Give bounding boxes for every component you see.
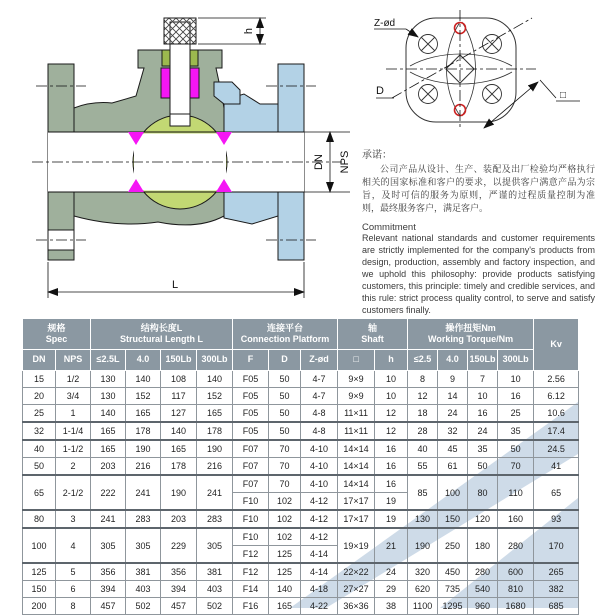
table-cell: 356: [91, 563, 126, 581]
group-label-zh: 规格: [47, 322, 66, 333]
column-header: 300Lb: [197, 350, 233, 371]
table-cell: F10: [233, 528, 269, 546]
group-label-en: Working Torque/Nm: [427, 334, 514, 344]
table-cell: 165: [91, 422, 126, 440]
table-cell: 735: [438, 581, 468, 598]
table-cell: 25: [498, 405, 534, 423]
table-cell: 85: [408, 475, 438, 510]
table-cell: 55: [408, 458, 438, 476]
table-cell: 7: [468, 371, 498, 388]
table-cell: F05: [233, 388, 269, 405]
table-cell: 25: [23, 405, 56, 423]
table-cell: 35: [468, 440, 498, 458]
table-cell: 35: [498, 422, 534, 440]
table-cell: 19×19: [338, 528, 375, 563]
table-cell: F07: [233, 440, 269, 458]
table-cell: 100: [23, 528, 56, 563]
table-cell: 203: [91, 458, 126, 476]
table-cell: 102: [269, 528, 301, 546]
table-cell: 250: [438, 528, 468, 563]
table-cell: 130: [408, 510, 438, 528]
table-cell: 24: [375, 563, 408, 581]
table-cell: 36×36: [338, 598, 375, 615]
table-cell: 165: [269, 598, 301, 615]
table-cell: 190: [408, 528, 438, 563]
table-cell: 180: [468, 528, 498, 563]
column-header: 4.0: [126, 350, 161, 371]
table-cell: 2.56: [534, 371, 579, 388]
table-cell: 1: [56, 405, 91, 423]
table-cell: 394: [161, 581, 197, 598]
table-cell: 450: [438, 563, 468, 581]
table-cell: 50: [269, 371, 301, 388]
table-cell: 305: [197, 528, 233, 563]
column-header: ≤2.5: [408, 350, 438, 371]
table-cell: 216: [126, 458, 161, 476]
column-group-header: [338, 319, 408, 350]
table-cell: 4-10: [301, 440, 338, 458]
table-cell: 28: [408, 422, 438, 440]
table-cell: 70: [269, 440, 301, 458]
table-cell: 38: [375, 598, 408, 615]
table-cell: F12: [233, 563, 269, 581]
table-cell: 502: [197, 598, 233, 615]
table-row: [23, 405, 579, 423]
table-cell: F10: [233, 493, 269, 511]
table-cell: 502: [126, 598, 161, 615]
spec-table: [22, 318, 579, 615]
table-cell: 4: [56, 528, 91, 563]
table-cell: F16: [233, 598, 269, 615]
table-cell: 61: [438, 458, 468, 476]
table-cell: 810: [498, 581, 534, 598]
table-row: [23, 388, 579, 405]
table-cell: 127: [161, 405, 197, 423]
table-row: [23, 475, 579, 493]
table-cell: 125: [23, 563, 56, 581]
column-header: Z-ød: [301, 350, 338, 371]
table-cell: 65: [23, 475, 56, 510]
table-cell: 14×14: [338, 440, 375, 458]
table-row: [23, 581, 579, 598]
table-cell: 10: [375, 371, 408, 388]
table-cell: 178: [161, 458, 197, 476]
group-label-en: Spec: [45, 334, 68, 344]
table-cell: 600: [498, 563, 534, 581]
table-cell: 152: [197, 388, 233, 405]
column-header: NPS: [56, 350, 91, 371]
stem-packing-right: [190, 68, 199, 98]
table-cell: 1-1/2: [56, 440, 91, 458]
column-header: F: [233, 350, 269, 371]
table-cell: 18: [408, 405, 438, 423]
table-cell: 9×9: [338, 371, 375, 388]
table-cell: 70: [269, 475, 301, 493]
table-cell: 70: [269, 458, 301, 476]
dim-label-nps: NPS: [339, 150, 351, 174]
table-cell: 120: [468, 510, 498, 528]
column-header: 300Lb: [498, 350, 534, 371]
dimension-h: [198, 18, 266, 44]
group-label-zh: 操作扭矩Nm: [445, 322, 496, 333]
label-z-od-group: [374, 18, 418, 37]
table-cell: 130: [91, 388, 126, 405]
table-cell: 20: [23, 388, 56, 405]
table-row: [23, 458, 579, 476]
table-cell: 160: [498, 510, 534, 528]
table-cell: 356: [161, 563, 197, 581]
table-row: [23, 598, 579, 615]
table-cell: 32: [438, 422, 468, 440]
table-row: [23, 510, 579, 528]
table-cell: 457: [161, 598, 197, 615]
table-cell: 394: [91, 581, 126, 598]
stem-packing-left: [161, 68, 170, 98]
table-cell: 17.4: [534, 422, 579, 440]
table-cell: 14×14: [338, 458, 375, 476]
group-label-en: Structural Length L: [120, 334, 204, 344]
column-header: ≤2.5L: [91, 350, 126, 371]
table-cell: 190: [161, 475, 197, 510]
header-sub-row: [23, 350, 579, 371]
dimension-l: [48, 262, 304, 298]
table-cell: 1295: [438, 598, 468, 615]
table-cell: 4-12: [301, 510, 338, 528]
table-cell: 12: [375, 405, 408, 423]
table-cell: 19: [375, 493, 408, 511]
column-header: □: [338, 350, 375, 371]
table-cell: 24: [468, 422, 498, 440]
table-cell: 17×17: [338, 493, 375, 511]
header-group-row: [23, 319, 579, 350]
table-cell: 1/2: [56, 371, 91, 388]
label-square: □: [560, 90, 567, 101]
table-cell: 140: [91, 405, 126, 423]
table-cell: 102: [269, 493, 301, 511]
table-cell: 283: [197, 510, 233, 528]
table-cell: 229: [161, 528, 197, 563]
group-label-en: Connection Platform: [240, 334, 330, 344]
dim-label-h: h: [243, 27, 255, 35]
table-cell: 2-1/2: [56, 475, 91, 510]
label-d-group: [376, 85, 394, 98]
table-cell: 241: [126, 475, 161, 510]
spec-table-body: [23, 371, 579, 615]
table-cell: 540: [468, 581, 498, 598]
dim-label-dn: DN: [313, 154, 325, 170]
table-cell: 4-8: [301, 422, 338, 440]
group-label-zh: 轴: [368, 322, 378, 333]
table-cell: 222: [91, 475, 126, 510]
commitment-block: [362, 146, 595, 317]
table-cell: F07: [233, 458, 269, 476]
flange-centerlines: [386, 10, 536, 128]
column-header: h: [375, 350, 408, 371]
column-header: D: [269, 350, 301, 371]
table-cell: F05: [233, 405, 269, 423]
table-cell: 11×11: [338, 405, 375, 423]
table-cell: 10: [468, 388, 498, 405]
table-cell: 32: [23, 422, 56, 440]
column-group-header: [233, 319, 338, 350]
table-cell: 11×11: [338, 422, 375, 440]
table-cell: 165: [197, 405, 233, 423]
table-cell: 1100: [408, 598, 438, 615]
column-group-header: [91, 319, 233, 350]
table-cell: 960: [468, 598, 498, 615]
stem-top-hatch: [164, 18, 196, 44]
table-cell: 4-22: [301, 598, 338, 615]
table-cell: 50: [269, 422, 301, 440]
table-cell: 1-1/4: [56, 422, 91, 440]
table-cell: 178: [126, 422, 161, 440]
table-cell: 4-18: [301, 581, 338, 598]
table-cell: 1680: [498, 598, 534, 615]
table-cell: 685: [534, 598, 579, 615]
table-cell: 381: [197, 563, 233, 581]
bolt-circle-diagonal: [392, 18, 532, 98]
table-cell: 280: [468, 563, 498, 581]
table-cell: 16: [468, 405, 498, 423]
table-cell: 80: [23, 510, 56, 528]
mounting-flange-drawing: [372, 6, 594, 146]
table-cell: 150: [438, 510, 468, 528]
table-cell: 21: [375, 528, 408, 563]
table-cell: 29: [375, 581, 408, 598]
dim-label-l: L: [172, 279, 179, 291]
commitment-zh-title: 承诺：: [362, 150, 392, 161]
table-cell: 4-8: [301, 405, 338, 423]
table-row: [23, 440, 579, 458]
table-cell: 382: [534, 581, 579, 598]
table-cell: 10: [375, 388, 408, 405]
table-cell: 165: [91, 440, 126, 458]
table-cell: 280: [498, 528, 534, 563]
table-cell: 150: [23, 581, 56, 598]
table-row: [23, 422, 579, 440]
table-cell: 50: [269, 388, 301, 405]
group-label-zh: 结构长度L: [140, 322, 183, 333]
table-cell: 22×22: [338, 563, 375, 581]
table-cell: 50: [498, 440, 534, 458]
table-cell: 50: [23, 458, 56, 476]
kv-header: Kv: [534, 319, 579, 371]
table-cell: 403: [126, 581, 161, 598]
table-cell: 4-14: [301, 546, 338, 564]
table-cell: F05: [233, 422, 269, 440]
table-cell: 457: [91, 598, 126, 615]
table-cell: 2: [56, 458, 91, 476]
table-cell: 27×27: [338, 581, 375, 598]
column-group-header: [23, 319, 91, 350]
table-cell: 8: [56, 598, 91, 615]
table-cell: 3: [56, 510, 91, 528]
table-cell: 125: [269, 546, 301, 564]
table-cell: 41: [534, 458, 579, 476]
table-cell: 4-7: [301, 388, 338, 405]
table-cell: 40: [408, 440, 438, 458]
table-cell: 12: [375, 422, 408, 440]
table-cell: 190: [197, 440, 233, 458]
table-cell: 100: [438, 475, 468, 510]
table-cell: 102: [269, 510, 301, 528]
table-cell: 130: [91, 371, 126, 388]
table-cell: 6: [56, 581, 91, 598]
table-cell: 4-10: [301, 458, 338, 476]
table-cell: F10: [233, 510, 269, 528]
table-cell: 45: [438, 440, 468, 458]
commitment-zh-body: 公司产品从设计、生产、装配及出厂检验均严格执行相关的国家标准和客户的要求，以提供客户满意产品为宗旨，及时可信的服务为原则，严谨的过程质量控制为准则，最终服务客户，满足客户。: [362, 164, 595, 214]
table-cell: 117: [161, 388, 197, 405]
table-cell: 10: [498, 371, 534, 388]
table-cell: 15: [23, 371, 56, 388]
table-cell: 108: [161, 371, 197, 388]
table-cell: 305: [126, 528, 161, 563]
table-cell: 17×17: [338, 510, 375, 528]
table-cell: 140: [269, 581, 301, 598]
table-cell: 50: [269, 405, 301, 423]
table-cell: F05: [233, 371, 269, 388]
table-cell: 241: [197, 475, 233, 510]
table-cell: 4-10: [301, 475, 338, 493]
table-cell: 14: [438, 388, 468, 405]
table-cell: 16: [375, 440, 408, 458]
table-cell: 50: [468, 458, 498, 476]
table-cell: 165: [126, 405, 161, 423]
table-cell: 16: [498, 388, 534, 405]
label-d: D: [376, 85, 384, 97]
table-cell: 14×14: [338, 475, 375, 493]
table-cell: 8: [408, 371, 438, 388]
table-cell: 165: [161, 440, 197, 458]
stem-spring-left: [162, 50, 170, 66]
column-group-header: [408, 319, 534, 350]
table-cell: 24.5: [534, 440, 579, 458]
table-cell: 12: [408, 388, 438, 405]
table-cell: 241: [91, 510, 126, 528]
spec-table-head: [23, 319, 579, 371]
column-header: 150Lb: [161, 350, 197, 371]
table-cell: 4-12: [301, 493, 338, 511]
table-cell: 125: [269, 563, 301, 581]
table-cell: 170: [534, 528, 579, 563]
table-cell: 65: [534, 475, 579, 510]
table-cell: 4-14: [301, 563, 338, 581]
valve-cap-bottom: [224, 192, 278, 224]
table-cell: 140: [161, 422, 197, 440]
table-cell: 140: [197, 371, 233, 388]
table-cell: 16: [375, 458, 408, 476]
table-cell: 110: [498, 475, 534, 510]
table-cell: 216: [197, 458, 233, 476]
table-cell: 381: [126, 563, 161, 581]
table-cell: F07: [233, 475, 269, 493]
valve-section-drawing: [8, 4, 366, 316]
column-header: 150Lb: [468, 350, 498, 371]
table-cell: 4-12: [301, 528, 338, 546]
group-label-en: Shaft: [361, 334, 384, 344]
table-row: [23, 563, 579, 581]
table-cell: 70: [498, 458, 534, 476]
table-cell: 4-7: [301, 371, 338, 388]
table-cell: 40: [23, 440, 56, 458]
commitment-en-body: Relevant national standards and customer requirements are strictly implemented for the company's products from design, production, assembly and factory inspection, and we uphold this philosophy: provide products satisfying customers, this principle: timely and credible services, and this rule: strict process quality control, to serve and satisfy customers finally.: [362, 233, 595, 315]
column-header: 4.0: [438, 350, 468, 371]
commitment-en-title: Commitment: [362, 222, 416, 234]
table-cell: 140: [126, 371, 161, 388]
table-cell: 5: [56, 563, 91, 581]
table-cell: 152: [126, 388, 161, 405]
table-cell: 320: [408, 563, 438, 581]
table-cell: F12: [233, 546, 269, 564]
table-cell: 203: [161, 510, 197, 528]
table-cell: 93: [534, 510, 579, 528]
table-cell: 305: [91, 528, 126, 563]
label-z-od: Z-ød: [374, 18, 396, 29]
table-cell: 200: [23, 598, 56, 615]
table-cell: 283: [126, 510, 161, 528]
table-cell: 10.6: [534, 405, 579, 423]
stem-spring-right: [190, 50, 198, 66]
column-header: DN: [23, 350, 56, 371]
table-cell: 3/4: [56, 388, 91, 405]
table-cell: 6.12: [534, 388, 579, 405]
table-cell: 9×9: [338, 388, 375, 405]
table-cell: 190: [126, 440, 161, 458]
table-cell: 9: [438, 371, 468, 388]
table-row: [23, 371, 579, 388]
table-cell: 16: [375, 475, 408, 493]
table-cell: 403: [197, 581, 233, 598]
table-cell: 24: [438, 405, 468, 423]
table-row: [23, 528, 579, 546]
table-cell: 265: [534, 563, 579, 581]
table-cell: 620: [408, 581, 438, 598]
table-cell: 80: [468, 475, 498, 510]
table-cell: 178: [197, 422, 233, 440]
table-cell: 19: [375, 510, 408, 528]
group-label-zh: 连接平台: [267, 322, 304, 333]
table-cell: F14: [233, 581, 269, 598]
